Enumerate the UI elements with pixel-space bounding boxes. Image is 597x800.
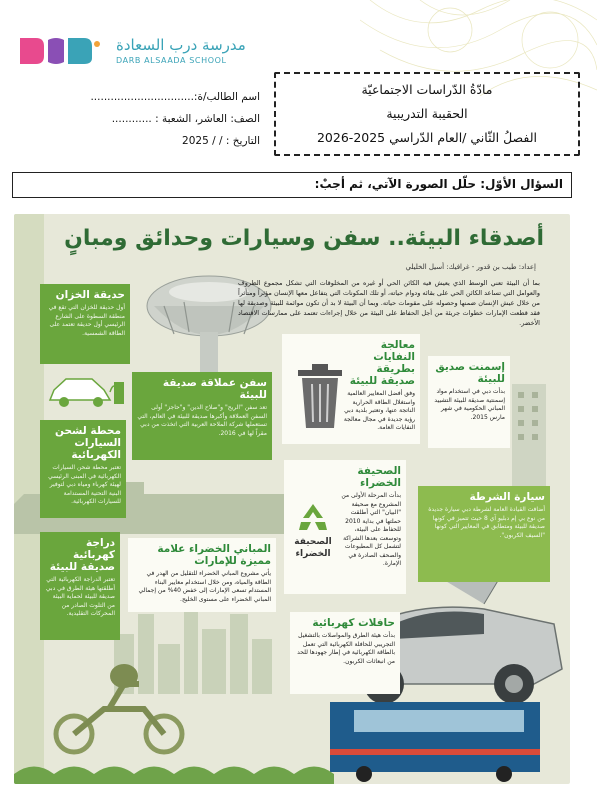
section-ships [132,372,272,460]
section-police [418,486,550,582]
newspaper-logo-line2: الخضراء [295,549,331,559]
section-park [40,284,130,364]
newspaper-logo-line1: الصحيفة [294,537,332,547]
section-police-title: سيارة الشرطة [469,491,545,503]
section-buses-body: بدأت هيئة الطرق والمواصلات بالتشغيل التجريبي للحافلة الكهربائية التي تعمل بالطاقة الكهربائية في إطار جهودها للحد من انبعاثات الكربون. [297,632,395,665]
section-police-body: أضافت القيادة العامة لشرطة دبي سيارة جديدة من نوع بي إم دبليو آي 8 حيث تتميز في كونها صديقة للبيئة ومتطابق في المعايير التي كونها "السيف الكربون". [428,506,545,539]
section-charging [40,420,126,518]
school-logo [18,34,246,74]
question-prompt: السؤال الأوّل: حلّل الصورة الآتي، ثم أجبْ: [12,172,572,198]
section-park-title: حديقة الخزان [55,289,125,301]
recycle-icon [293,500,333,536]
section-motorbike-body: تعتبر الدراجة الكهربائية التي أطلقتها هيئة الطرق في دبي صديقة للبيئة لحماية البيئة من التلوث الصادر من المحركات التقليدية. [45,576,115,617]
section-buildings-title: المباني الخضراء علامة مميزة للإمارات [157,543,271,567]
student-info [60,86,260,152]
section-buildings [128,538,276,612]
section-ships-body: تعد سفن "الريح" و"صلاح الدين" و"حاجز" أولى السفن العملاقة وأكبرها صديقة للبيئة في العالم، التي تستعملها شركة الملاحة العربية التي اتخذت من دبي مقراً لها في 2016. [137,404,267,437]
section-buildings-body: يأتي مشروع المباني الخضراء للتقليل من الهدر في الطاقة والمياه، ومن خلال استخدام معايير البناء المستدام تسعى الإمارات إلى خفض 40% من إجمالي المباني الخضراء على مستوى الخليج. [138,570,271,603]
section-charging-body: تعتبر محطة شحن السيارات الكهربائية في المبنى الرئيسي لهيئة كهرباء ومياه دبي لتوفير البنية التحتية المستدامة للسيارات الكهربائية. [48,464,121,505]
poster-intro: بما أن البيئة تعني الوسط الذي يعيش فيه الكائن الحي أو غيره من المخلوقات التي تشكل مجموع الظروف والعوامل التي تساعد الكائن الحي على بقائه ودوام حياته، أو تلك المكونات التي يتفاعل معها الإنسان مؤثراً ومتأثراً من خلال عيش الإنسان ضمنها وحصوله على مقومات حياته. وبما أن البيئة لا بد أن تكون موائمة للبيئة وصديقة لها فقد قطعت الإمارات خطوات جريئة من أجل الحفاظ على البيئة من خلال إجراءات تعتمد على ممارسات الاقتصاد الأخضر. [238,279,540,327]
poster-credit: إعداد: طيب بن قدور - غرافيك: أسيل الخليلي [405,263,536,271]
section-park-body: أول حديقة للخزان التي تقع في منطقة السطوة على الشارع الرئيسي أول حديقة تعتمد على الطاقة الشمسية. [48,304,125,337]
poster-title: أصدقاء البيئة.. سفن وسيارات وحدائق ومبانٍ [64,226,544,251]
city-skyline-icon [114,604,272,694]
car-charging-icon [50,379,124,407]
student-name-field[interactable]: اسم الطالب/ة:............................... [90,91,260,103]
school-logo-icon [18,34,100,68]
section-newspaper-title: الصحيفة الخضراء [357,465,401,489]
newspaper-logo [290,500,336,570]
section-cement-title: إسمنت صديق للبيئة [435,361,505,385]
section-waste-title: معالجة النفايات بطريقة صديقة للبيئة [349,339,415,387]
trash-bin-icon [294,364,346,430]
subject-title: مادّةُ الدّراسات الاجتماعيّة [361,82,493,97]
section-cement [428,356,510,448]
section-ships-title: سفن عملاقة صديقة للبيئة [162,377,267,401]
school-name-arabic: مدرسة درب السعادة [116,36,246,54]
grade-field[interactable]: الصف: العاشر، الشعبة : ............ [111,113,260,125]
subject-box [274,72,580,156]
term-title: الفصلُ الثّاني /العام الدّراسي 2025-2026 [316,130,538,145]
section-newspaper-body: بدأت المرحلة الأولى من المشروع مع صحيفة "البيان" التي أطلقت حملتها في بداية 2010 للحفاظ على البيئة، وتوسعت بعدها الشراكة لتشمل كل المطبوعات والصحف الصادرة في الإمارة. [341,492,401,567]
school-name-english: DARB ALSAADA SCHOOL [116,56,227,65]
section-charging-title: محطة لشحن السيارات الكهربائية [55,425,121,461]
building-icon [512,384,546,494]
section-cement-body: بدأت دبي في استخدام مواد إسمنتية صديقة للبيئة التشييد المباني الحكومية في شهر مارس 2015. [434,388,505,421]
section-buses [290,612,400,694]
environment-poster [14,214,570,784]
section-waste-body: وفق أفضل المعايير العالمية واستغلال الطاقة الحرارية الناتجة عنها، وتعتبر بلدية دبي رؤية جديدة في مجال معالجة النفايات العامة. [343,390,415,431]
booklet-title: الحقيبة التدريبية [386,106,468,121]
section-motorbike-title: دراجة كهربائية صديقة للبيئة [49,537,115,573]
section-motorbike [40,532,120,640]
section-buses-title: حافلات كهربائية [312,617,395,629]
bus-icon [330,702,540,782]
date-field[interactable]: التاريخ : / / 2025 [182,135,260,147]
